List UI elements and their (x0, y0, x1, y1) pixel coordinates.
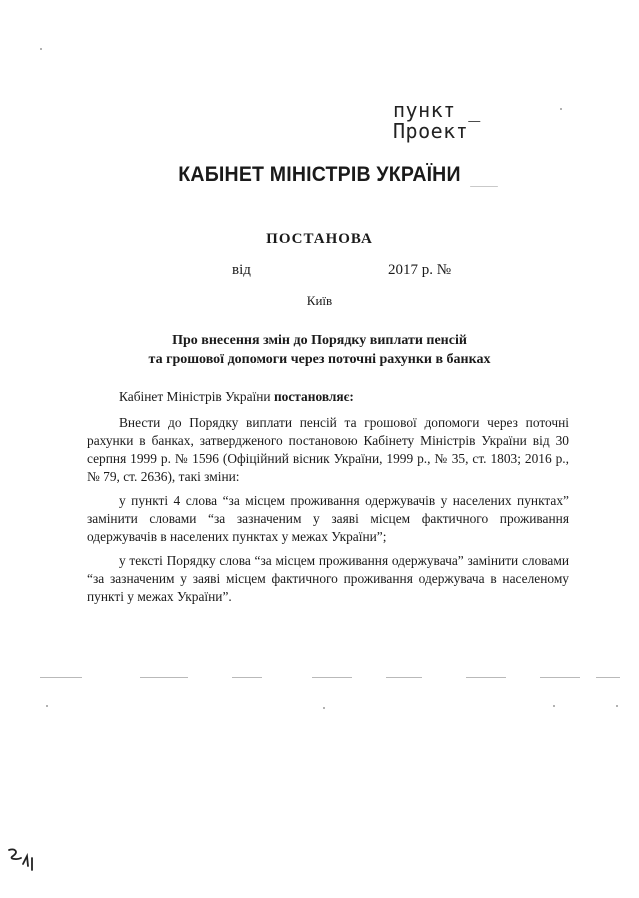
scan-line-7 (540, 677, 580, 678)
scan-speck-7 (560, 108, 562, 110)
scan-line-8 (596, 677, 620, 678)
paragraph-1: Внести до Порядку виплати пенсій та грошової допомоги через поточні рахунки в банках, затвердженого постановою Кабінету Міністрів України від 30 серпня 1999 р. № 1596 (Офіційний вісник України, 1999 р., № 35, ст. 1803; 2016 р., № 79, ст. 2636), такі зміни: (87, 415, 569, 484)
paragraph-3: у тексті Порядку слова “за місцем проживання одержувача” замінити словами “за зазначеним у заяві місцем фактичного проживання одержувача в населеному пункті у межах України”. (87, 553, 569, 604)
stamp-line-2: Проект (393, 119, 469, 143)
scan-speck-2 (470, 186, 498, 187)
document-body (87, 388, 569, 612)
intro-bold: постановляє: (273, 389, 354, 404)
intro-paragraph (87, 388, 569, 406)
intro-text: Кабінет Міністрів України (119, 389, 274, 404)
scan-line-1 (40, 677, 82, 678)
document-type: ПОСТАНОВА (266, 231, 373, 247)
document-title (0, 331, 639, 369)
handwritten-mark-icon (5, 840, 45, 880)
scan-speck-1 (40, 48, 42, 50)
scan-speck-3 (46, 705, 48, 707)
page-title: КАБІНЕТ МІНІСТРІВ УКРАЇНИ (178, 163, 461, 186)
scan-line-6 (466, 677, 506, 678)
scan-line-2 (140, 677, 188, 678)
date-prefix: від (232, 262, 251, 278)
scan-speck-5 (553, 705, 555, 707)
scan-line-4 (312, 677, 352, 678)
document-title-line-1: Про внесення змін до Порядку виплати пенсій (172, 333, 467, 348)
scan-line-5 (386, 677, 422, 678)
scan-line-3 (232, 677, 262, 678)
scan-speck-4 (323, 707, 325, 709)
stamp-line-1: пункт _ (393, 98, 481, 122)
document-title-line-2: та грошової допомоги через поточні рахунки в банках (148, 352, 491, 367)
scan-speck-6 (616, 705, 618, 707)
paragraph-2: у пункті 4 слова “за місцем проживання одержувачів у населених пунктах” замінити словами “за зазначеним у заяві місцем фактичного проживання одержувачів в населених пунктах у межах України”; (87, 493, 569, 544)
date-suffix: 2017 р. № (388, 262, 452, 278)
city: Київ (306, 293, 333, 308)
